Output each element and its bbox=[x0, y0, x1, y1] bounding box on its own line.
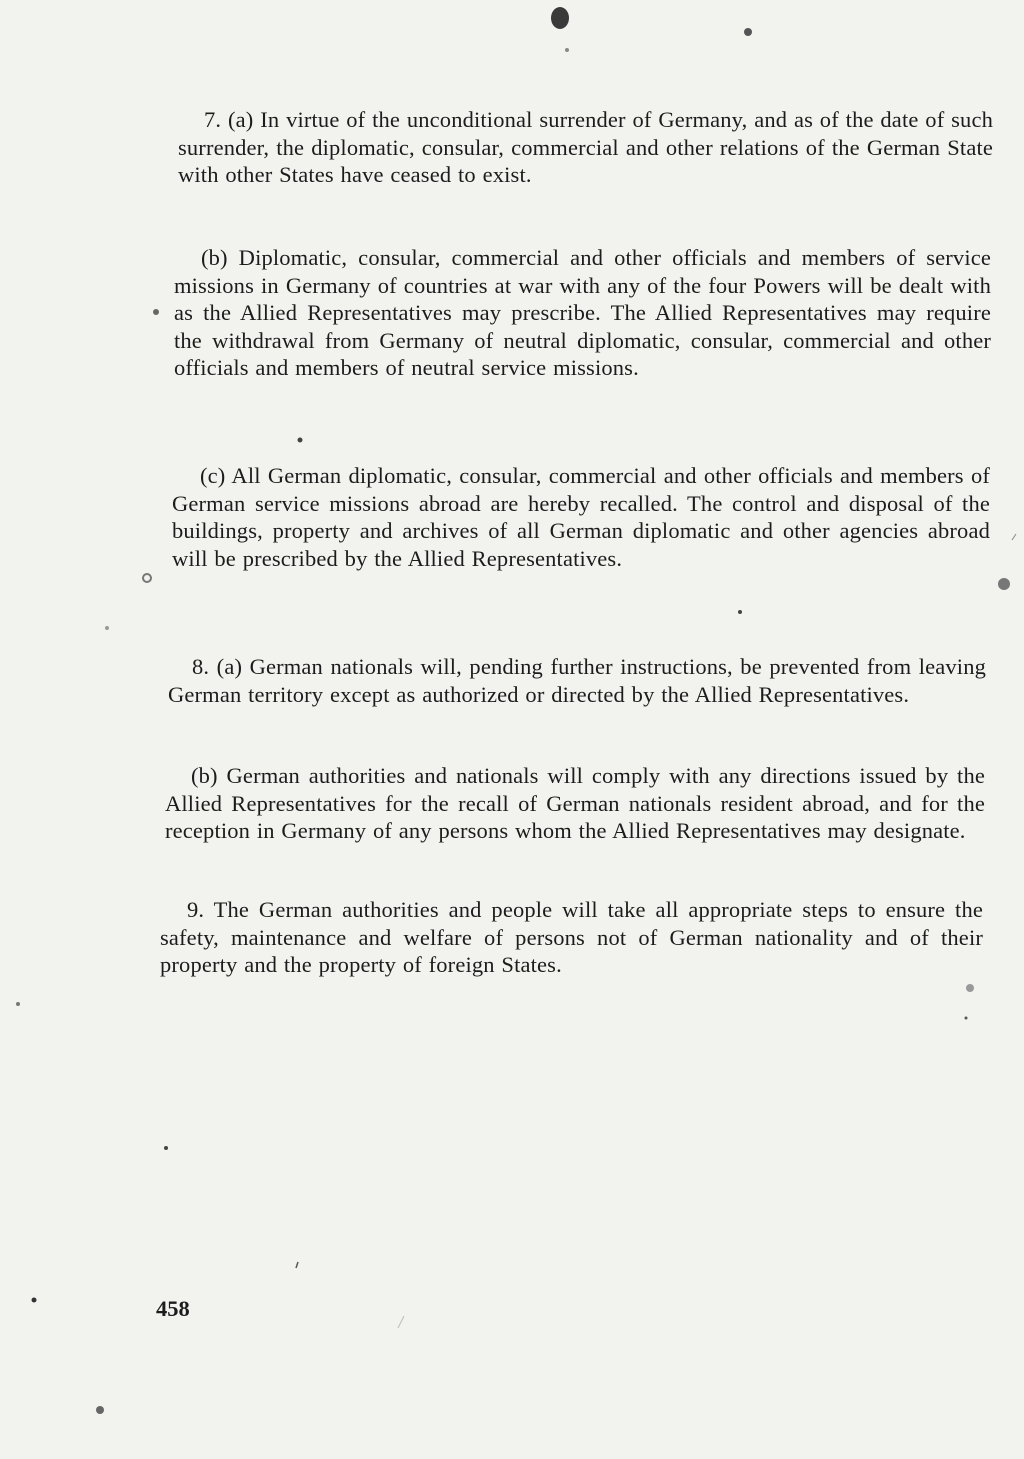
ink-speck bbox=[16, 1002, 20, 1006]
ink-speck bbox=[143, 574, 151, 582]
scratch-mark bbox=[296, 1262, 298, 1268]
ink-speck bbox=[966, 984, 974, 992]
ink-speck bbox=[298, 438, 303, 443]
page-number: 458 bbox=[156, 1296, 190, 1321]
paragraph-8b: (b) German authorities and nationals will comply with any directions issued by the Allied Representatives for the recall of German nationals resident abroad, and for the reception in Germany of any persons whom the Allied Representatives may designate. bbox=[165, 763, 985, 843]
ink-speck bbox=[998, 578, 1010, 590]
ink-blot bbox=[551, 7, 569, 29]
paragraph-7b: (b) Diplomatic, consular, commercial and other officials and members of service missions in Germany of countries at war with any of the four Powers will be dealt with as the Allied Representatives may prescribe. The Allied Representatives may require the withdrawal from Germany of neutral diplomatic, consular, commercial and other officials and members of neutral service missions. bbox=[174, 245, 991, 380]
ink-speck bbox=[96, 1406, 104, 1414]
ink-speck bbox=[105, 626, 109, 630]
paragraph-9: 9. The German authorities and people will take all appropriate steps to ensure the safety, maintenance and welfare of persons not of German nationality and of their property and the property of foreign States. bbox=[160, 897, 983, 977]
paragraph-7c: (c) All German diplomatic, consular, commercial and other officials and members of German service missions abroad are hereby recalled. The control and disposal of the buildings, property and archives of all German diplomatic and other agencies abroad will be prescribed by the Allied Representatives. bbox=[172, 463, 990, 571]
ink-speck bbox=[744, 28, 752, 36]
scratch-mark bbox=[398, 1316, 404, 1328]
ink-speck bbox=[565, 48, 569, 52]
scratch-mark bbox=[1012, 534, 1016, 540]
ink-speck bbox=[965, 1017, 968, 1020]
ink-speck bbox=[153, 309, 159, 315]
ink-speck bbox=[738, 610, 742, 614]
ink-speck bbox=[32, 1298, 37, 1303]
paragraph-7a: 7. (a) In virtue of the unconditional surrender of Germany, and as of the date of such surrender, the diplomatic, consular, commercial and other relations of the German State with other States have ceased to exist. bbox=[178, 107, 993, 187]
paragraph-8a: 8. (a) German nationals will, pending further instructions, be prevented from leaving German territory except as authorized or directed by the Allied Representatives. bbox=[168, 654, 986, 707]
ink-speck bbox=[164, 1146, 168, 1150]
